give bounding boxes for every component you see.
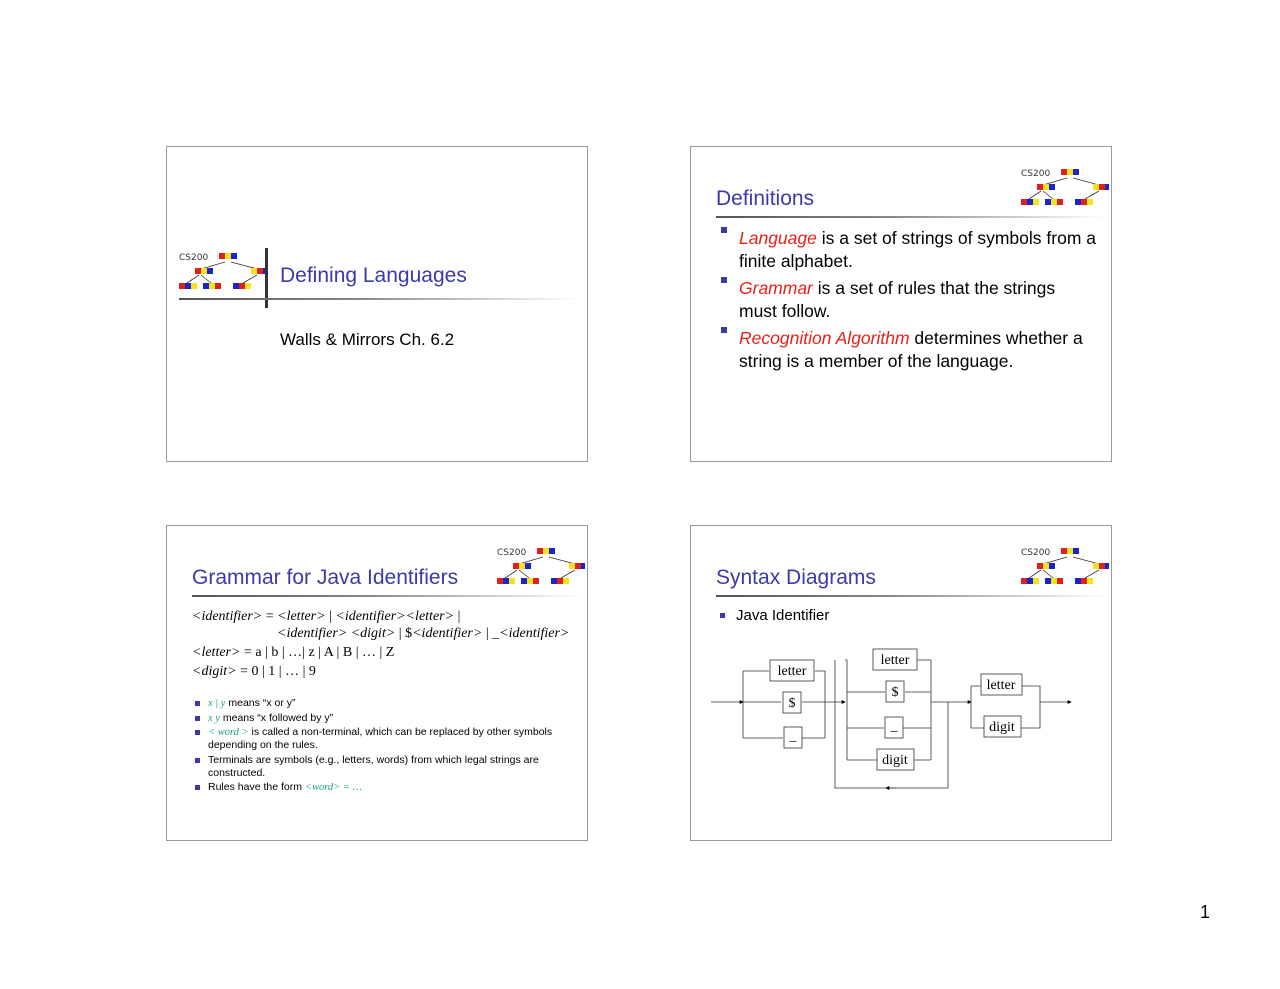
title-rule [716, 595, 1106, 597]
note-item [192, 697, 582, 710]
logo-label: CS200 [1021, 548, 1051, 558]
note-text: is called a non-terminal, which can be replaced by other symbols depending on the rules. [208, 726, 553, 751]
rule-text: | _ [482, 626, 500, 641]
title-rule [179, 298, 579, 300]
slide-defining-languages [166, 146, 588, 462]
definition-item [717, 327, 1097, 372]
note-meta: x | y [208, 698, 226, 709]
nonterminal: <letter> [192, 645, 241, 660]
page-number: 1 [1199, 902, 1210, 922]
nonterminal: <identifier> [192, 609, 263, 624]
definition-text: is a set of strings of symbols from a finite alphabet. [739, 228, 1096, 271]
definition-term: Language [739, 228, 817, 248]
rule-text: = [262, 609, 278, 624]
nonterminal: <identifier> [412, 626, 483, 641]
note-item [192, 781, 582, 794]
rule-letter [192, 644, 569, 661]
note-item [192, 754, 582, 780]
nonterminal: <letter> [277, 609, 326, 624]
box-label: _ [890, 719, 898, 734]
diagram-bullet-list [716, 607, 829, 625]
definition-term: Recognition Algorithm [739, 328, 910, 348]
definition-text: determines whether a string is a member of the language. [739, 328, 1083, 371]
slide-title: Defining Languages [280, 264, 467, 287]
title-rule [192, 595, 582, 597]
box-label: letter [777, 664, 807, 679]
slide-definitions [690, 146, 1112, 462]
note-text: Rules have the form [208, 781, 305, 793]
slide-title: Grammar for Java Identifiers [192, 566, 459, 589]
nonterminal: <identifier> [335, 609, 406, 624]
definition-text: is a set of rules that the strings must follow. [739, 278, 1056, 321]
notation-notes [192, 697, 582, 794]
syntax-diagram [691, 644, 1113, 834]
box-label: $ [788, 696, 796, 711]
nonterminal: <digit> [350, 626, 396, 641]
box-label: digit [989, 720, 1015, 735]
cs200-logo [177, 247, 267, 305]
rule-text: = 0 | 1 | … | 9 [236, 664, 316, 679]
definition-item [717, 227, 1097, 272]
box-label: _ [789, 729, 797, 744]
cs200-logo [1019, 542, 1109, 600]
note-text: means “x followed by y” [219, 711, 334, 724]
rule-identifier [192, 608, 569, 625]
note-text: Terminals are symbols (e.g., letters, words) from which legal strings are constructed. [208, 753, 539, 779]
note-meta: x y [208, 712, 220, 724]
box-label: letter [880, 653, 910, 668]
grammar-rules [192, 608, 569, 680]
nonterminal: <identifier> [277, 626, 348, 641]
nonterminal: <letter> [405, 609, 455, 624]
cs200-logo [1019, 163, 1109, 221]
definition-list [717, 227, 1097, 372]
box-label: letter [986, 678, 1016, 693]
definition-item [717, 277, 1097, 322]
rule-identifier-cont [192, 625, 569, 642]
note-text: means “x or y” [225, 697, 296, 709]
slide-syntax-diagrams [690, 525, 1112, 841]
nonterminal: <digit> [192, 664, 237, 679]
slide-grammar [166, 525, 588, 841]
rule-digit [192, 663, 569, 680]
slide-subtitle: Walls & Mirrors Ch. 6.2 [280, 330, 455, 349]
definition-term: Grammar [739, 278, 813, 298]
logo-label: CS200 [1021, 169, 1051, 179]
logo-label: CS200 [179, 253, 209, 263]
rule-text: | $ [395, 626, 413, 641]
note-item [192, 712, 582, 725]
note-item [192, 726, 582, 752]
note-meta: <word> = … [304, 782, 362, 793]
logo-label: CS200 [497, 548, 527, 558]
slide-title: Definitions [716, 187, 815, 210]
box-label: $ [891, 685, 899, 700]
nonterminal: <identifier> [499, 626, 570, 641]
rule-text: | [454, 609, 461, 624]
rule-text: | [325, 609, 336, 624]
slide-title: Syntax Diagrams [716, 566, 876, 589]
cs200-logo [495, 542, 585, 600]
box-label: digit [882, 753, 908, 768]
rule-text: = a | b | …| z | A | B | … | Z [240, 645, 395, 660]
diagram-bullet: Java Identifier [716, 607, 829, 625]
title-rule [716, 216, 1106, 218]
note-meta: < word > [208, 727, 249, 738]
